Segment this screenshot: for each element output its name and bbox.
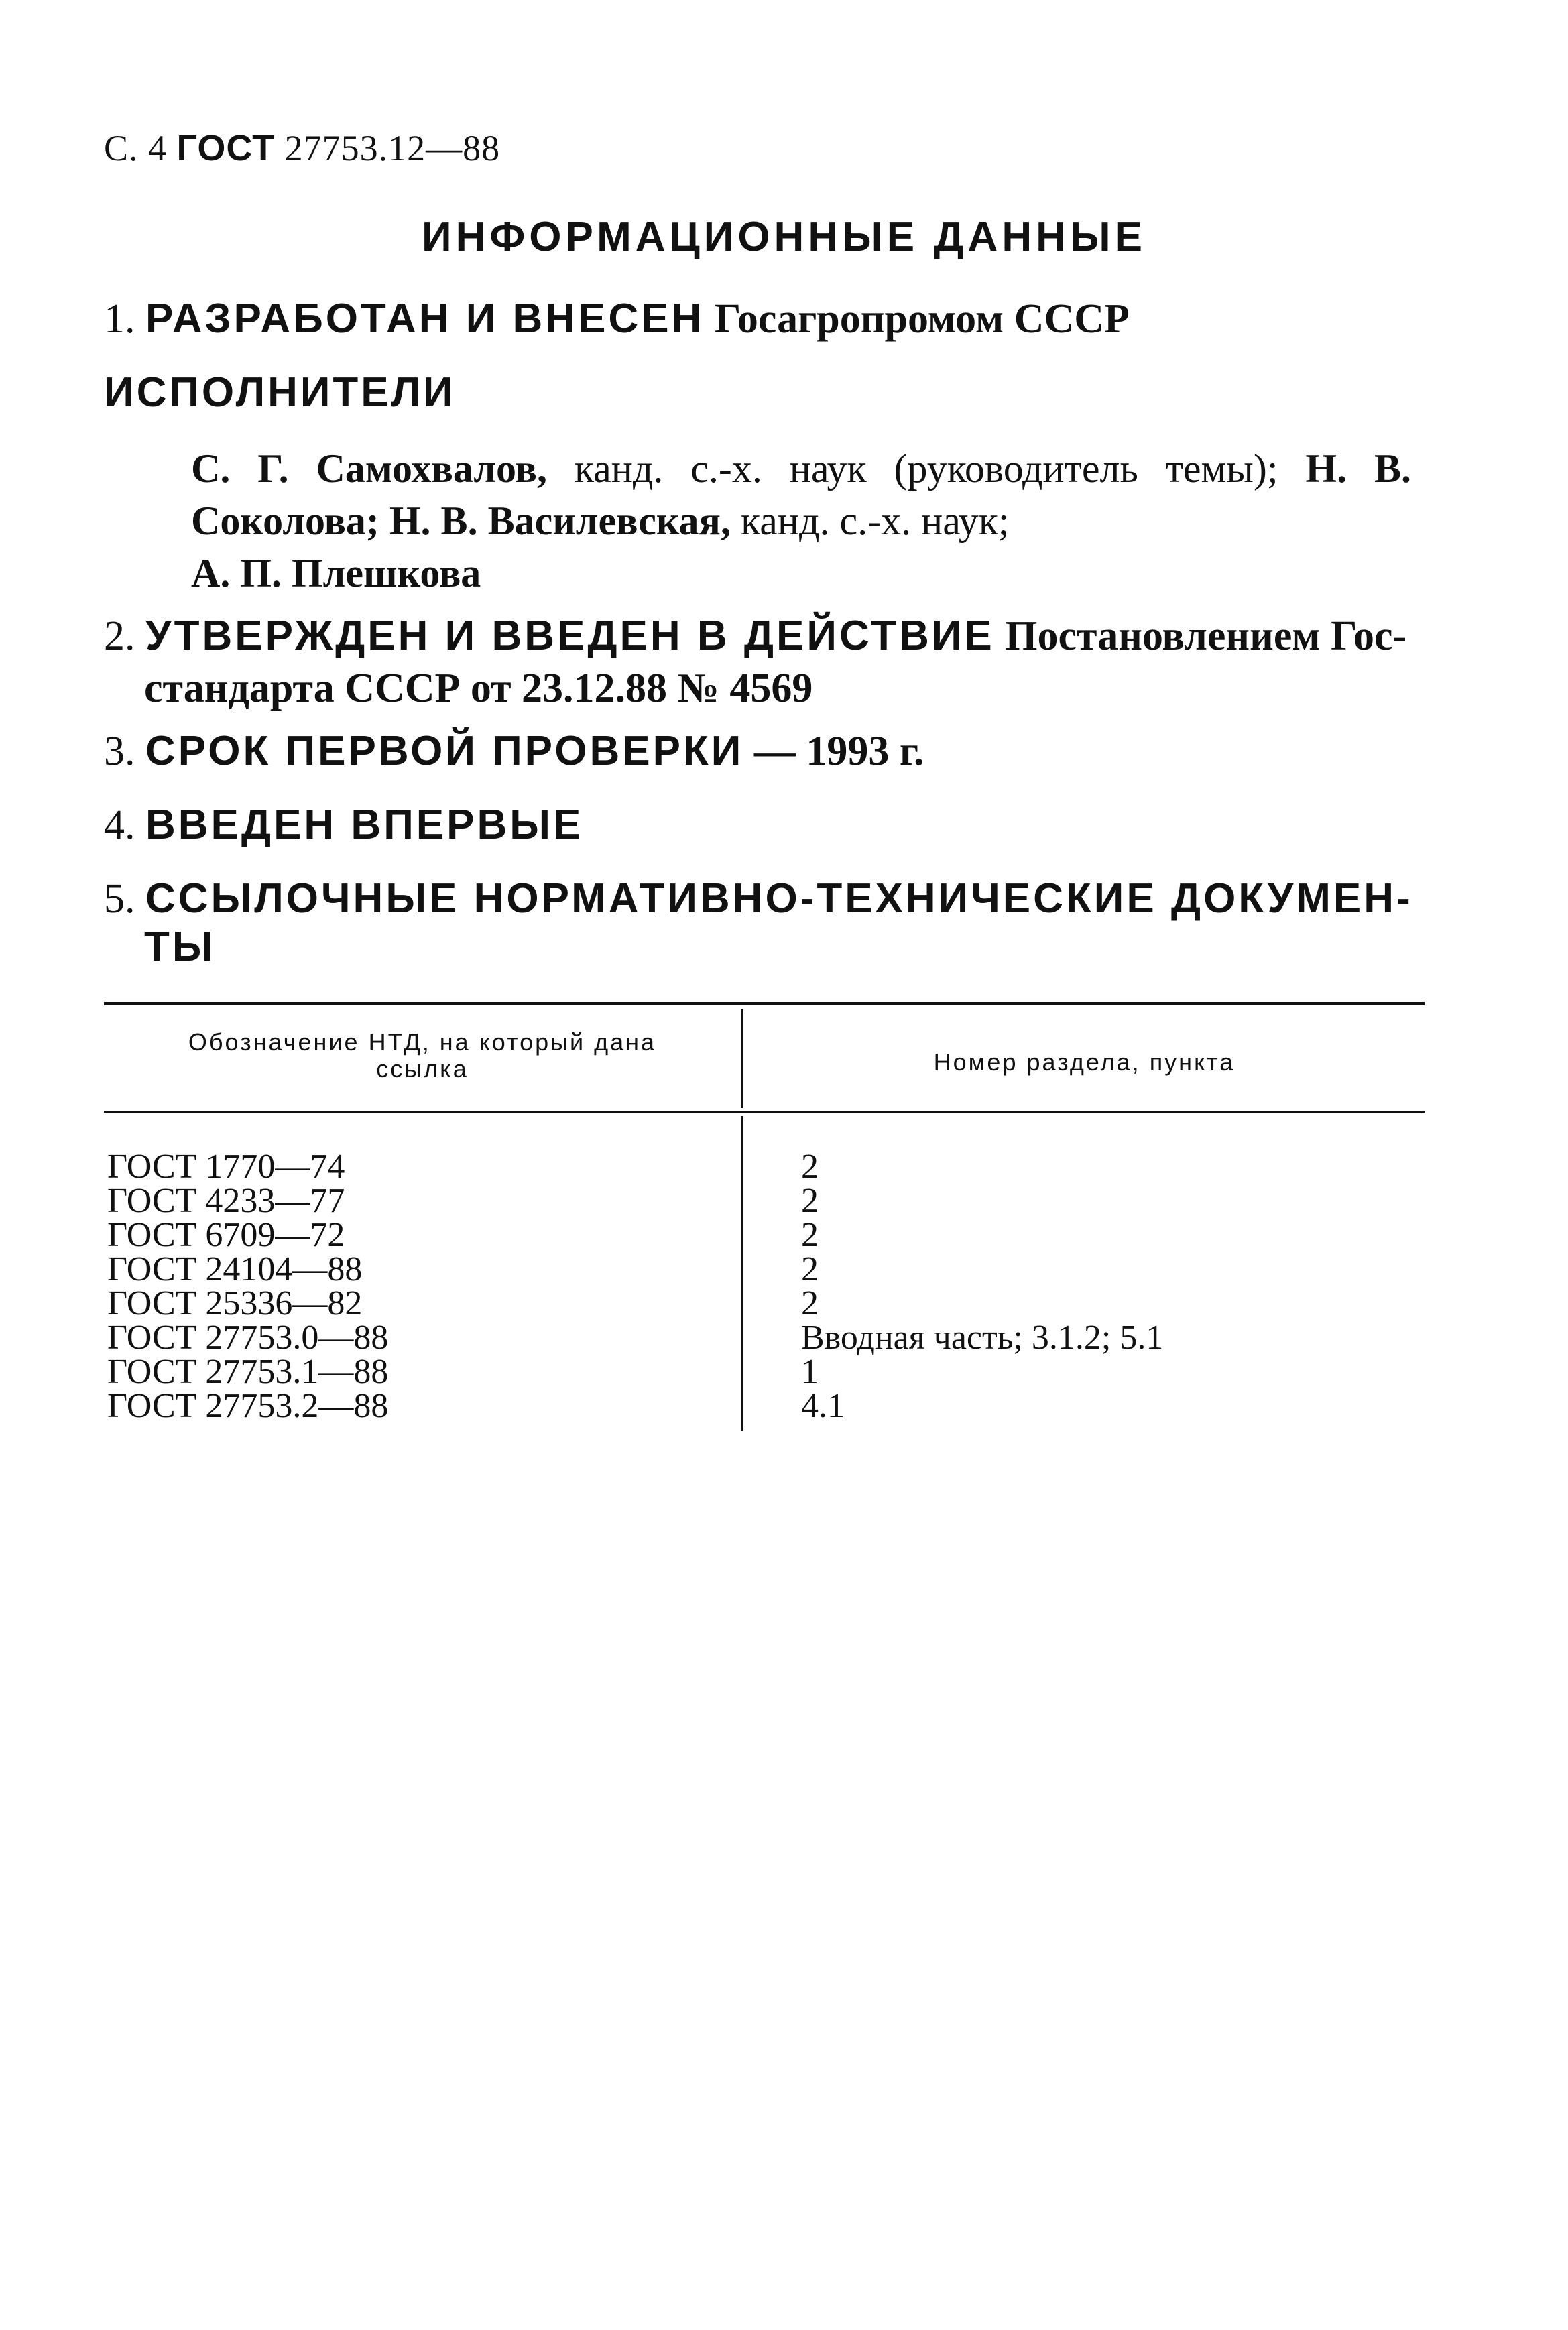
- table-cell-doc: ГОСТ 1770—74: [107, 1148, 345, 1186]
- item-1-heading: РАЗРАБОТАН И ВНЕСЕН: [145, 296, 705, 342]
- item-4-heading: ВВЕДЕН ВПЕРВЫЕ: [145, 802, 584, 848]
- item-2-text-line1: Постановлением Гос-: [1005, 613, 1407, 659]
- item-5-heading-line2: ТЫ: [144, 924, 216, 970]
- table-header-col1-line2: ссылка: [376, 1055, 469, 1083]
- header-standard-number: 27753.12—88: [284, 128, 501, 168]
- page-header: [104, 127, 500, 169]
- table-cell-doc: ГОСТ 27753.2—88: [107, 1387, 389, 1425]
- table-header-col1: [107, 1029, 737, 1083]
- table-cell-section: 2: [801, 1182, 819, 1220]
- executors-list: [191, 442, 1411, 599]
- item-2-heading: УТВЕРЖДЕН И ВВЕДЕН В ДЕЙСТВИЕ: [145, 613, 995, 659]
- table-col-section: [801, 1150, 1163, 1423]
- item-3-heading: СРОК ПЕРВОЙ ПРОВЕРКИ: [145, 728, 744, 774]
- table-cell-section: 2: [801, 1284, 819, 1323]
- document-title: ИНФОРМАЦИОННЫЕ ДАННЫЕ: [422, 214, 1146, 260]
- table-cell-section: 2: [801, 1148, 819, 1186]
- item-1-number: 1.: [104, 296, 135, 342]
- item-4-number: 4.: [104, 802, 135, 848]
- executor-3-name: Н. В. Василевская,: [389, 499, 731, 543]
- item-1: [104, 295, 1130, 343]
- item-5-heading-line1: ССЫЛОЧНЫЕ НОРМАТИВНО-ТЕХНИЧЕСКИЕ ДОКУМЕН-: [145, 875, 1413, 922]
- item-3: [104, 727, 924, 776]
- item-5-number: 5.: [104, 876, 135, 922]
- table-cell-section: 2: [801, 1250, 819, 1288]
- item-4: [104, 801, 583, 849]
- table-cell-doc: ГОСТ 24104—88: [107, 1250, 363, 1288]
- executor-3-title: канд. с.-х. наук;: [740, 499, 1010, 543]
- page-number: С. 4: [104, 128, 168, 168]
- item-3-number: 3.: [104, 729, 135, 774]
- executor-1-name: С. Г. Самохвалов,: [191, 446, 547, 491]
- table-col-doc: [107, 1150, 388, 1423]
- table-header-rule: [104, 1111, 1425, 1113]
- table-cell-doc: ГОСТ 27753.0—88: [107, 1319, 389, 1357]
- executors-heading: ИСПОЛНИТЕЛИ: [104, 369, 456, 416]
- table-cell-section: 4.1: [801, 1387, 845, 1425]
- executor-1-title: канд. с.-х. наук (руководитель темы);: [574, 446, 1278, 491]
- table-cell-doc: ГОСТ 6709—72: [107, 1216, 345, 1254]
- table-cell-section: 2: [801, 1216, 819, 1254]
- item-2-number: 2.: [104, 613, 135, 659]
- executor-2-name: Н. В. Соколова;: [191, 446, 1411, 543]
- table-cell-doc: ГОСТ 4233—77: [107, 1182, 345, 1220]
- table-cell-section: Вводная часть; 3.1.2; 5.1: [801, 1319, 1164, 1357]
- table-top-rule: [104, 1002, 1425, 1005]
- item-2: [104, 610, 1438, 715]
- executor-4-name: А. П. Плешкова: [191, 551, 481, 595]
- table-cell-doc: ГОСТ 27753.1—88: [107, 1353, 389, 1391]
- item-5: [104, 875, 1413, 971]
- item-2-text-line2: стандарта СССР от 23.12.88 № 4569: [144, 666, 813, 711]
- item-1-text: Госагропромом СССР: [714, 296, 1130, 342]
- table-cell-section: 1: [801, 1353, 819, 1391]
- table-header-col1-line1: Обозначение НТД, на который дана: [188, 1028, 657, 1056]
- table-header-col2: Номер раздела, пункта: [933, 1048, 1235, 1076]
- table-body-divider: [741, 1116, 743, 1431]
- table-cell-doc: ГОСТ 25336—82: [107, 1284, 363, 1323]
- header-gost: ГОСТ: [176, 128, 276, 168]
- table-header-divider: [741, 1009, 743, 1108]
- item-3-text: — 1993 г.: [753, 729, 924, 774]
